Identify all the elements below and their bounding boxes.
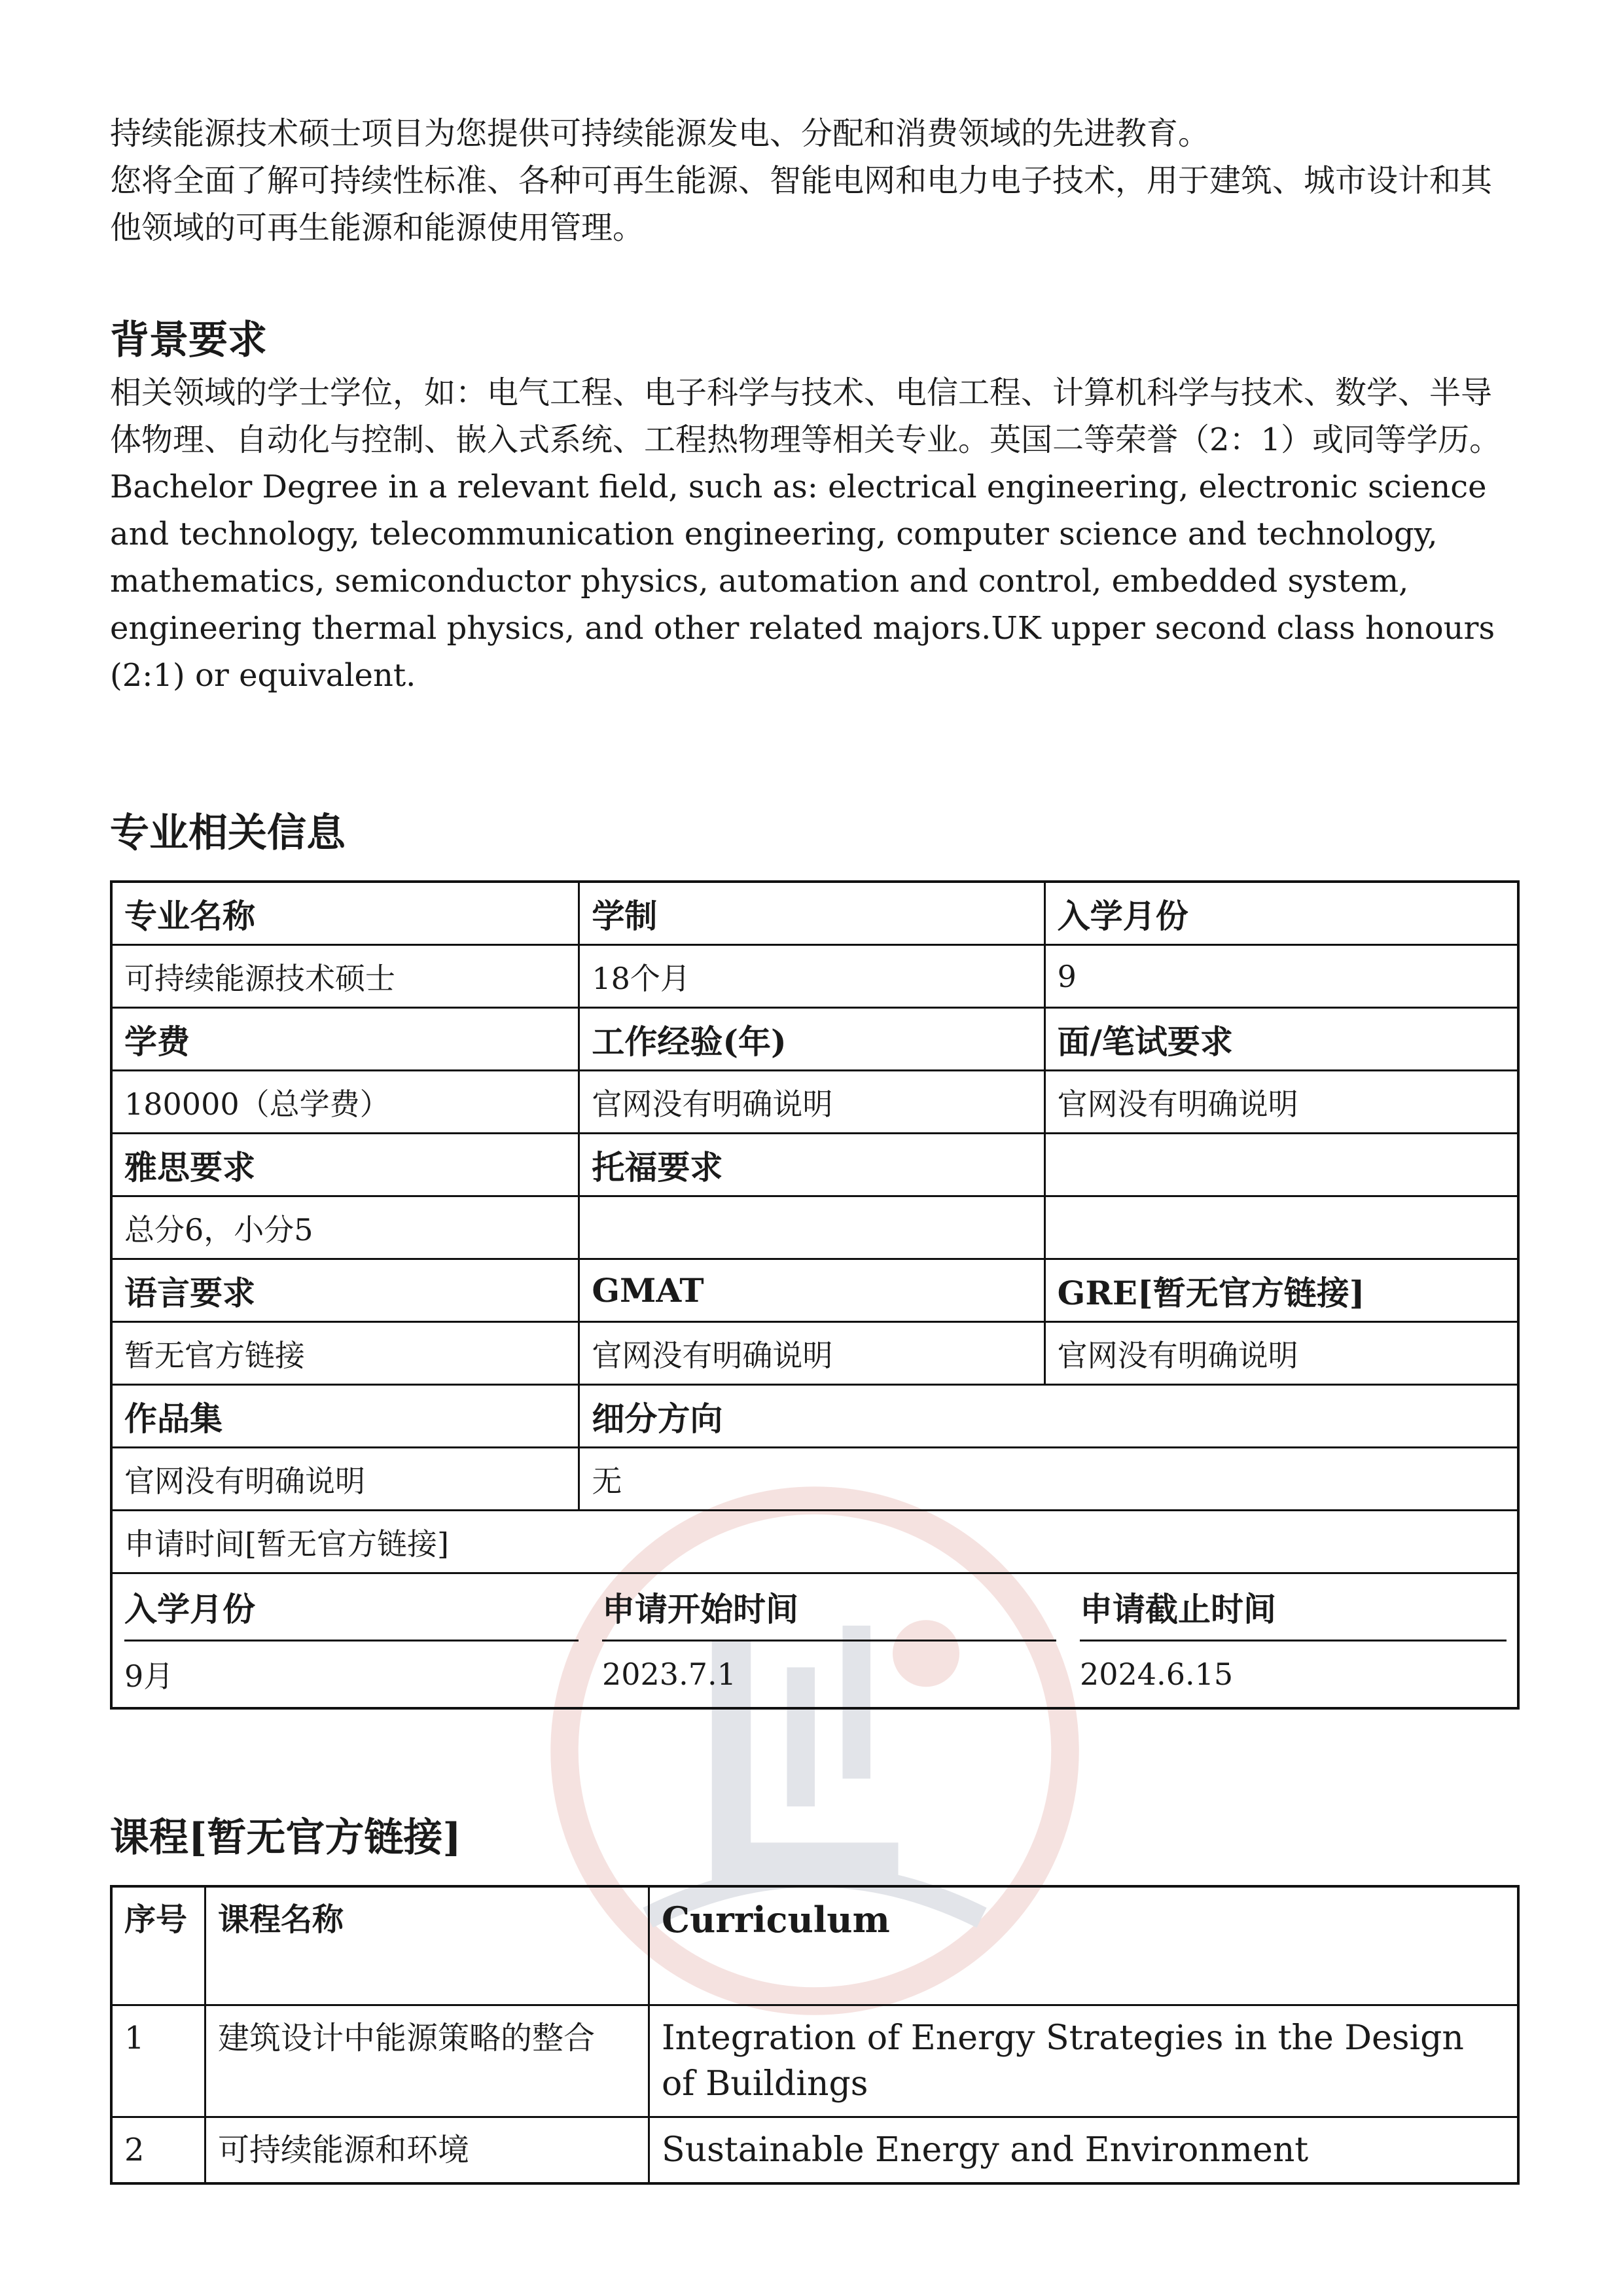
courses-title: 课程[暂无官方链接] <box>110 1815 461 1861</box>
apply-value: 2024.6.15 <box>1080 1657 1234 1692</box>
course-en: Sustainable Energy and Environment <box>648 2118 1517 2182</box>
header-cell: 专业名称 <box>124 896 255 935</box>
value-cell: 官网没有明确说明 <box>578 1071 1043 1132</box>
header-cell: 作品集 <box>124 1399 223 1438</box>
header-cell: 雅思要求 <box>124 1147 255 1187</box>
header-cell: 学制 <box>578 883 1043 944</box>
course-en: Integration of Energy Strategies in the Design of Buildings <box>648 2006 1517 2116</box>
course-cn: 建筑设计中能源策略的整合 <box>204 2006 648 2116</box>
header-cell: 序号 <box>124 1901 188 1938</box>
background-cn: 相关领域的学士学位，如：电气工程、电子科学与技术、电信工程、计算机科学与技术、数学、半导体物理、自动化与控制、嵌入式系统、工程热物理等相关专业。英国二等荣誉（2：1）或同等学历。 <box>110 374 1501 458</box>
apply-col <box>113 1574 590 1707</box>
intro-section <box>110 110 1520 251</box>
course-cn: 可持续能源和环境 <box>204 2118 648 2182</box>
apply-time-block <box>113 1574 1518 1707</box>
apply-col <box>590 1574 1068 1707</box>
value-cell: 官网没有明确说明 <box>1044 1323 1517 1384</box>
header-cell: GRE[暂无官方链接] <box>1044 1260 1517 1321</box>
header-cell: 托福要求 <box>578 1134 1043 1195</box>
table-row <box>113 1195 1517 1258</box>
course-no: 1 <box>124 2020 145 2056</box>
table-row <box>113 2004 1517 2116</box>
value-cell: 总分6，小分5 <box>124 1211 313 1247</box>
value-cell: 官网没有明确说明 <box>1044 1071 1517 1132</box>
header-cell: 细分方向 <box>578 1386 1517 1446</box>
header-cell: 学费 <box>124 1022 190 1061</box>
apply-time-row <box>113 1572 1517 1707</box>
table-row <box>113 1888 1517 2004</box>
table-row <box>113 883 1517 944</box>
value-cell: 官网没有明确说明 <box>124 1463 365 1499</box>
table-row <box>113 1446 1517 1509</box>
course-no: 2 <box>124 2132 145 2168</box>
intro-line-1: 持续能源技术硕士项目为您提供可持续能源发电、分配和消费领域的先进教育。 <box>110 115 1210 152</box>
apply-header: 申请截止时间 <box>1080 1574 1507 1641</box>
apply-header: 申请开始时间 <box>602 1574 1056 1641</box>
value-cell <box>1044 1197 1517 1258</box>
background-en: Bachelor Degree in a relevant field, such as: electrical engineering, electronic science and technology, telecommunication engineering, computer science and technology, mathematics, semiconductor physics, automation and control, embedded system, engineering thermal physics, and other related majors.UK upper second class honours (2:1) or equivalent. <box>110 469 1495 694</box>
value-cell <box>578 1197 1043 1258</box>
table-row <box>113 944 1517 1007</box>
apply-col <box>1068 1574 1518 1707</box>
table-row <box>113 1258 1517 1321</box>
background-title: 背景要求 <box>110 317 267 363</box>
intro-line-2: 您将全面了解可持续性标准、各种可再生能源、智能电网和电力电子技术，用于建筑、城市设计和其他领域的可再生能源和能源使用管理。 <box>110 162 1493 246</box>
value-cell: 可持续能源技术硕士 <box>124 960 395 996</box>
value-cell: 18个月 <box>578 946 1043 1007</box>
info-table <box>110 880 1520 1710</box>
header-cell: Curriculum <box>648 1888 1517 2004</box>
apply-value: 2023.7.1 <box>602 1657 736 1692</box>
value-cell: 9 <box>1044 946 1517 1007</box>
value-cell: 官网没有明确说明 <box>578 1323 1043 1384</box>
table-row <box>113 1509 1517 1572</box>
table-row <box>113 1132 1517 1195</box>
apply-time-label: 申请时间[暂无官方链接] <box>124 1526 449 1562</box>
value-cell: 无 <box>578 1448 1517 1509</box>
header-cell: 语言要求 <box>124 1273 255 1312</box>
courses-table <box>110 1885 1520 2185</box>
header-cell: 工作经验(年) <box>578 1009 1043 1069</box>
apply-value: 9月 <box>124 1659 174 1694</box>
table-row <box>113 1321 1517 1384</box>
header-cell: 入学月份 <box>1044 883 1517 944</box>
info-title: 专业相关信息 <box>110 810 346 856</box>
table-row <box>113 1384 1517 1446</box>
value-cell: 180000（总学费） <box>124 1086 390 1122</box>
table-row <box>113 1007 1517 1069</box>
value-cell: 暂无官方链接 <box>124 1337 305 1373</box>
header-cell <box>1044 1134 1517 1195</box>
table-row <box>113 2116 1517 2182</box>
table-row <box>113 1069 1517 1132</box>
header-cell: GMAT <box>578 1260 1043 1321</box>
background-body <box>110 369 1520 699</box>
header-cell: 面/笔试要求 <box>1044 1009 1517 1069</box>
apply-header: 入学月份 <box>124 1574 579 1641</box>
header-cell: 课程名称 <box>204 1888 648 2004</box>
